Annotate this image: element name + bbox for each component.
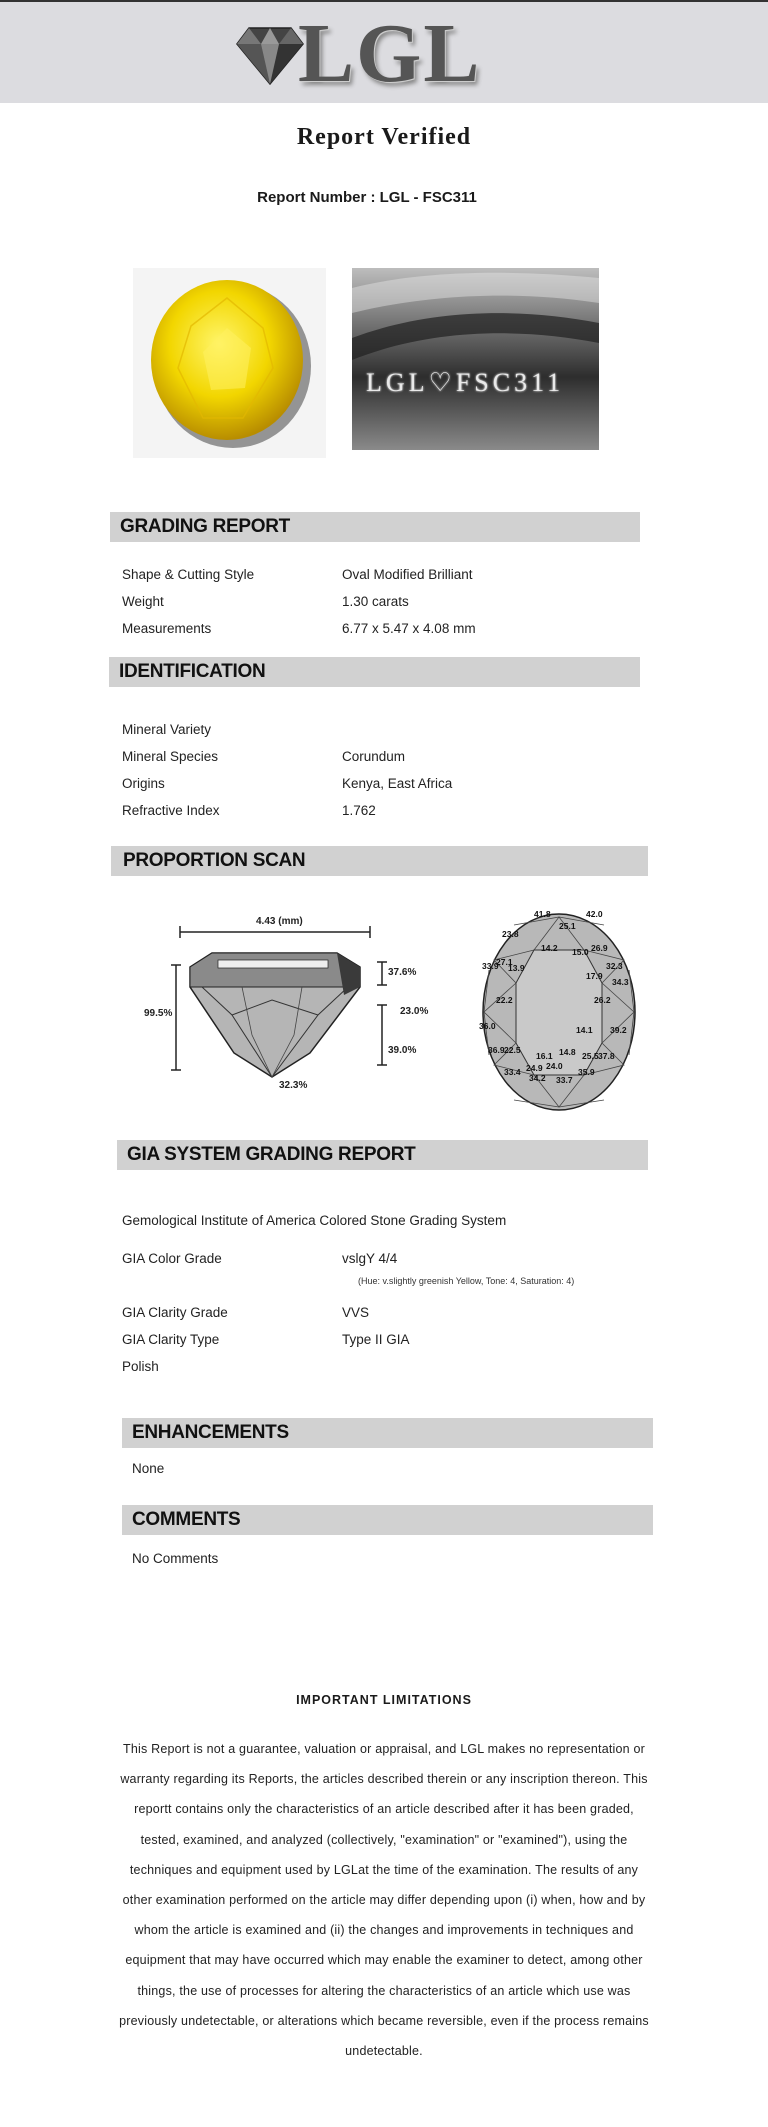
row-label-gia-color: GIA Color Grade <box>122 1251 222 1266</box>
row-label-refractive-index: Refractive Index <box>122 803 220 818</box>
row-value-measurements: 6.77 x 5.47 x 4.08 mm <box>342 621 476 636</box>
diamond-icon <box>235 26 305 86</box>
top-view-value: 17.9 <box>586 971 603 981</box>
top-view-value: 42.0 <box>586 909 603 919</box>
side-crown-label: 37.6% <box>388 967 417 978</box>
row-label-gia-clarity-grade: GIA Clarity Grade <box>122 1305 228 1320</box>
top-view-value: 24.0 <box>546 1061 563 1071</box>
top-view-value: 22.2 <box>496 995 513 1005</box>
top-view-value: 35.9 <box>578 1067 595 1077</box>
top-view-value: 16.1 <box>536 1051 553 1061</box>
section-comments: COMMENTS <box>122 1505 653 1535</box>
row-value-weight: 1.30 carats <box>342 594 409 609</box>
row-label-polish: Polish <box>122 1359 159 1374</box>
top-view-value: 37.8 <box>598 1051 615 1061</box>
top-view-value: 26.9 <box>591 943 608 953</box>
top-view-value: 14.2 <box>541 943 558 953</box>
top-view-value: 14.8 <box>559 1047 576 1057</box>
top-view-value: 34.3 <box>612 977 629 987</box>
row-label-mineral-variety: Mineral Variety <box>122 722 212 737</box>
top-view-value: 23.8 <box>502 929 519 939</box>
top-view-value: 36.9 <box>488 1045 505 1055</box>
top-view-value: 25.1 <box>559 921 576 931</box>
gia-system-name: Gemological Institute of America Colored Stone Grading System <box>122 1213 507 1228</box>
section-grading-report: GRADING REPORT <box>110 512 640 542</box>
top-view-value: 33.7 <box>556 1075 573 1085</box>
top-view-value: 26.2 <box>594 995 611 1005</box>
page-title: Report Verified <box>296 124 472 150</box>
row-value-gia-clarity-type: Type II GIA <box>342 1332 410 1347</box>
top-view-value: 25.5 <box>582 1051 599 1061</box>
row-label-shape: Shape & Cutting Style <box>122 567 255 582</box>
row-value-shape: Oval Modified Brilliant <box>342 567 473 582</box>
side-profile-diagram <box>122 905 447 1120</box>
limitations-heading: IMPORTANT LIMITATIONS <box>296 1693 472 1707</box>
gia-color-note: (Hue: v.slightly greenish Yellow, Tone: 4, Saturation: 4) <box>358 1276 575 1286</box>
row-label-mineral-species: Mineral Species <box>122 749 219 764</box>
side-pavilion-label: 39.0% <box>388 1045 417 1056</box>
section-identification: IDENTIFICATION <box>109 657 640 687</box>
logo-text: LGL <box>298 7 482 100</box>
laser-inscription: LGL♡FSC311 <box>366 368 565 397</box>
side-total-depth-label: 99.5% <box>144 1008 173 1019</box>
row-label-origins: Origins <box>122 776 165 791</box>
top-view-diagram <box>474 905 644 1120</box>
row-label-gia-clarity-type: GIA Clarity Type <box>122 1332 220 1347</box>
inscription-photo <box>352 268 599 450</box>
comments-value: No Comments <box>132 1551 219 1566</box>
top-view-value: 39.2 <box>610 1025 627 1035</box>
top-view-value: 41.8 <box>534 909 551 919</box>
top-view-value: 15.0 <box>572 947 589 957</box>
row-value-gia-color: vslgY 4/4 <box>342 1251 398 1266</box>
side-width-label: 4.43 (mm) <box>256 916 303 927</box>
top-view-value: 13.9 <box>508 963 525 973</box>
section-gia-grading: GIA SYSTEM GRADING REPORT <box>117 1140 648 1170</box>
row-label-measurements: Measurements <box>122 621 212 636</box>
row-value-refractive-index: 1.762 <box>342 803 376 818</box>
report-number: Report Number : LGL - FSC311 <box>257 189 477 206</box>
row-value-mineral-species: Corundum <box>342 749 406 764</box>
section-proportion-scan: PROPORTION SCAN <box>111 846 648 876</box>
limitations-body: This Report is not a guarantee, valuation or appraisal, and LGL makes no representation or warranty regarding its Reports, the articles described therein or any inscription thereon. This reportt contains only the characteristics of an article described after it has been graded, tested, examined, and analyzed (collectively, "examination" or "examined"), using the techniques and equipment used by LGLat the time of the examination. The results of any other examination performed on the article may differ depending upon (i) when, how and by whom the article is examined and (ii) the changes and improvements in techniques and equipment that may have occurred which may enable the examiner to detect, among other things, the use of processes for altering the characteristics of an article which use was previously undetectable, or alterations which became reversible, even if the process remains undetectable. <box>119 1742 649 2059</box>
site-header <box>0 2 768 103</box>
top-view-value: 33.9 <box>482 961 499 971</box>
top-view-value: 27.1 <box>496 957 513 967</box>
top-view-value: 32.3 <box>606 961 623 971</box>
row-label-weight: Weight <box>122 594 164 609</box>
side-culet-label: 32.3% <box>279 1080 308 1091</box>
lgl-logo[interactable] <box>230 7 500 100</box>
enhancements-value: None <box>132 1461 165 1476</box>
row-value-origins: Kenya, East Africa <box>342 776 453 791</box>
top-view-value: 22.5 <box>504 1045 521 1055</box>
top-view-value: 33.4 <box>504 1067 521 1077</box>
top-view-value: 14.1 <box>576 1025 593 1035</box>
top-view-value: 36.0 <box>479 1021 496 1031</box>
row-value-gia-clarity-grade: VVS <box>342 1305 370 1320</box>
section-enhancements: ENHANCEMENTS <box>122 1418 653 1448</box>
top-view-value: 24.9 <box>526 1063 543 1073</box>
side-girdle-label: 23.0% <box>400 1006 429 1017</box>
top-view-value: 34.2 <box>529 1073 546 1083</box>
gemstone-photo <box>133 268 326 458</box>
